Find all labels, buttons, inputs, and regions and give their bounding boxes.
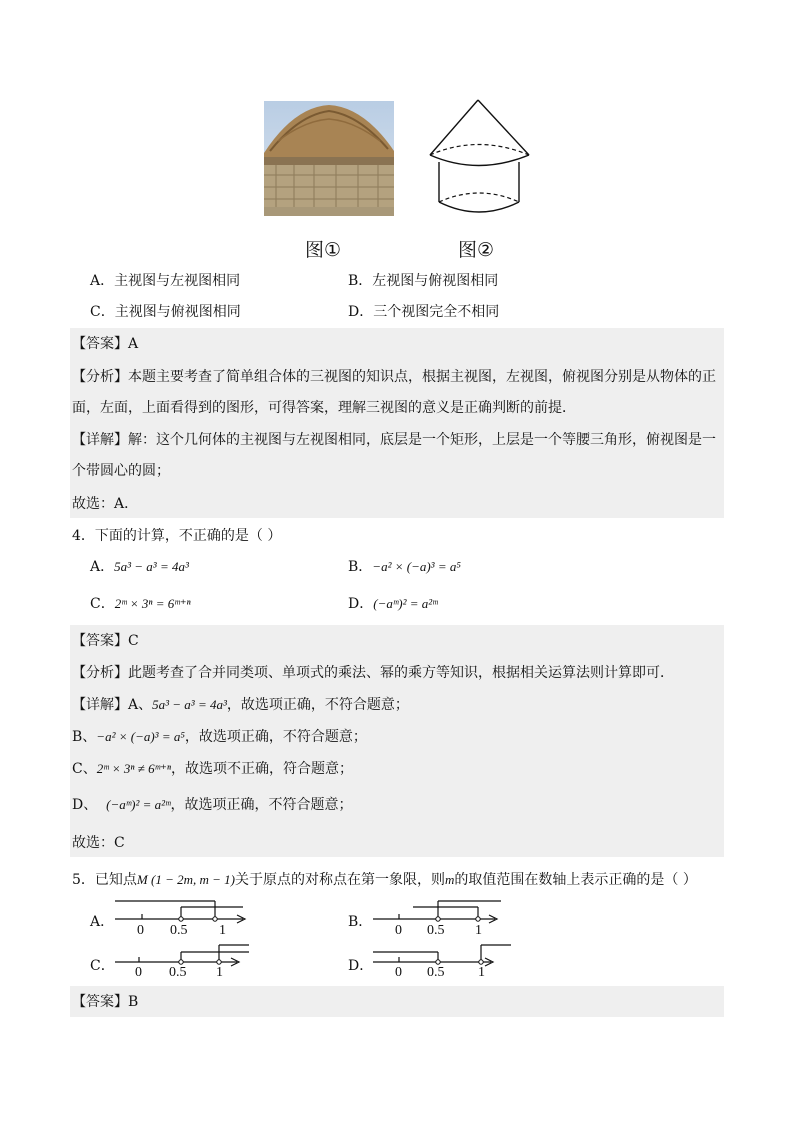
q3-option-b: B．左视图与俯视图相同 xyxy=(348,273,499,289)
hut-photo xyxy=(264,101,394,216)
q5-option-c-label: C． xyxy=(90,958,115,974)
q4-detail-b-math: −a² × (−a)³ = a⁵ xyxy=(96,729,185,744)
q4-option-d xyxy=(348,595,438,613)
q5-c-tick-0: 0 xyxy=(135,965,142,980)
q5-d-tick-0: 0 xyxy=(395,965,402,980)
q5-option-d-label: D． xyxy=(348,958,374,974)
q4-detail-d-suffix: ，故选项正确，不符合题意； xyxy=(170,797,353,813)
q5-stem xyxy=(72,871,697,889)
q4-option-a-math: 5a³ − a³ = 4a³ xyxy=(114,559,189,574)
q5-d-tick-05: 0.5 xyxy=(427,965,445,980)
q5-solution-block xyxy=(70,986,724,1017)
q4-detail-c-suffix: ，故选项不正确，符合题意； xyxy=(171,761,354,777)
q5-answer: 【答案】B xyxy=(72,994,139,1010)
q5-a-tick-0: 0 xyxy=(137,923,144,938)
q4-analysis: 【分析】此题考查了合并同类项、单项式的乘法、幂的乘方等知识，根据相关运算法则计算即可． xyxy=(72,665,674,681)
q4-detail-d xyxy=(72,796,352,814)
q3-analysis-line-2: 面，左面，上面看得到的图形，可得答案，理解三视图的意义是正确判断的前提． xyxy=(72,400,576,416)
q4-detail-a xyxy=(72,696,409,714)
q4-detail-b xyxy=(72,728,367,746)
q3-analysis-line-1: 【分析】本题主要考查了简单组合体的三视图的知识点，根据主视图，左视图，俯视图分别是从物体的正 xyxy=(72,369,716,385)
q4-detail-a-suffix: ，故选项正确，不符合题意； xyxy=(226,697,409,713)
q4-option-c-label: C． xyxy=(90,596,115,612)
q5-a-tick-05: 0.5 xyxy=(170,923,188,938)
q4-option-c xyxy=(90,595,191,613)
q3-option-a: A．主视图与左视图相同 xyxy=(90,273,241,289)
q4-detail-d-prefix: D、 xyxy=(72,797,98,813)
q3-detail-line-2: 个带圆心的圆； xyxy=(72,463,170,479)
q4-stem: 4．下面的计算，不正确的是（ ） xyxy=(72,528,282,544)
q5-b-tick-0: 0 xyxy=(395,923,402,938)
q5-b-tick-1: 1 xyxy=(475,923,482,938)
q5-c-tick-1: 1 xyxy=(216,965,223,980)
q3-option-c: C．主视图与俯视图相同 xyxy=(90,304,241,320)
q5-stem-middle: 关于原点的对称点在第一象限，则 xyxy=(234,872,445,888)
q5-option-b-label: B． xyxy=(348,914,373,930)
figure-caption-2: 图② xyxy=(458,239,495,261)
q4-option-d-label: D． xyxy=(348,596,374,612)
q4-option-b-label: B． xyxy=(348,559,373,575)
q3-detail-line-1: 【详解】解：这个几何体的主视图与左视图相同，底层是一个矩形，上层是一个等腰三角形，俯视图是一 xyxy=(72,432,716,448)
q5-a-tick-1: 1 xyxy=(219,923,226,938)
q4-option-a-label: A． xyxy=(90,559,115,575)
cone-cylinder-diagram xyxy=(425,98,535,218)
q5-c-tick-05: 0.5 xyxy=(169,965,187,980)
q5-stem-math: M (1 − 2m, m − 1) xyxy=(136,872,235,887)
q4-detail-b-prefix: B、 xyxy=(72,729,97,745)
q4-detail-b-suffix: ，故选项正确，不符合题意； xyxy=(184,729,367,745)
q4-option-b xyxy=(348,558,461,576)
q4-option-b-math: −a² × (−a)³ = a⁵ xyxy=(372,559,461,574)
figure-caption-1: 图① xyxy=(305,239,342,261)
q4-detail-a-math: 5a³ − a³ = 4a³ xyxy=(152,697,227,712)
q4-detail-d-math: (−aᵐ)² = a²ᵐ xyxy=(106,797,171,812)
q5-stem-prefix: 5．已知点 xyxy=(72,872,137,888)
q5-d-tick-1: 1 xyxy=(478,965,485,980)
q4-option-a xyxy=(90,558,189,576)
q3-option-d: D．三个视图完全不相同 xyxy=(348,304,500,320)
q5-option-a-label: A． xyxy=(90,914,115,930)
q4-option-c-math: 2ᵐ × 3ⁿ = 6ᵐ⁺ⁿ xyxy=(114,596,191,611)
q4-detail-c xyxy=(72,760,353,778)
q5-b-tick-05: 0.5 xyxy=(427,923,445,938)
q4-choose: 故选：C xyxy=(72,835,125,851)
q4-detail-c-math: 2ᵐ × 3ⁿ ≠ 6ᵐ⁺ⁿ xyxy=(96,761,172,776)
q4-answer: 【答案】C xyxy=(72,633,139,649)
q5-stem-m: m xyxy=(444,872,455,887)
q4-option-d-math: (−aᵐ)² = a²ᵐ xyxy=(373,596,438,611)
q4-detail-c-prefix: C、 xyxy=(72,761,97,777)
q3-solution-block xyxy=(70,328,724,518)
q3-choose: 故选：A． xyxy=(72,496,139,512)
q5-stem-suffix: 的取值范围在数轴上表示正确的是（ ） xyxy=(454,872,697,888)
q3-answer: 【答案】A xyxy=(72,336,139,352)
q4-detail-a-prefix: 【详解】A、 xyxy=(72,697,153,713)
